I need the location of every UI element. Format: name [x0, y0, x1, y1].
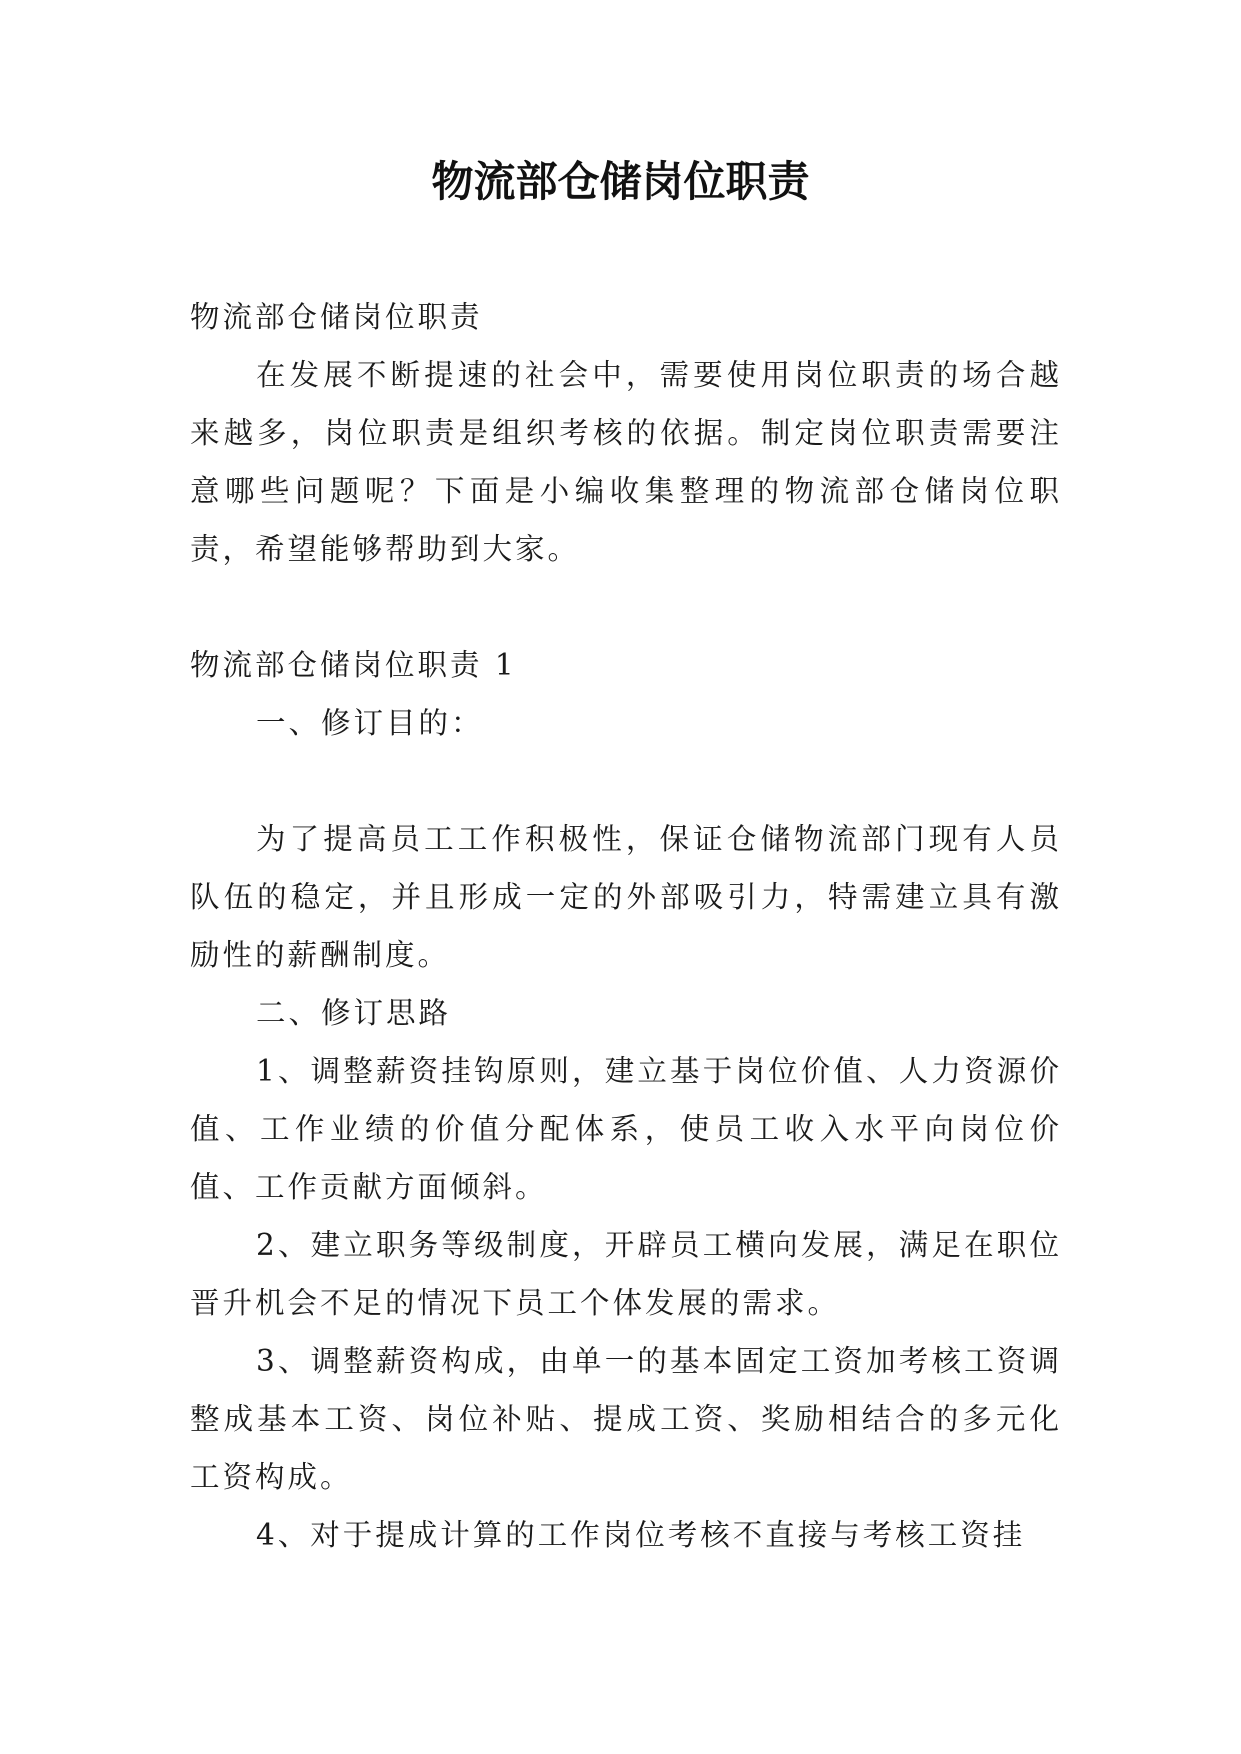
section-heading: 物流部仓储岗位职责 1 — [190, 648, 517, 682]
document-title: 物流部仓储岗位职责 — [431, 157, 810, 206]
paragraph-spacer — [190, 752, 1062, 810]
list-item: 3、调整薪资构成，由单一的基本固定工资加考核工资调整成基本工资、岗位补贴、提成工资、奖励相结合的多元化工资构成。 — [190, 1344, 1062, 1494]
list-item: 1、调整薪资挂钩原则，建立基于岗位价值、人力资源价值、工作业绩的价值分配体系，使员工收入水平向岗位价值、工作贡献方面倾斜。 — [190, 1054, 1062, 1204]
subsection-heading: 一、修订目的： — [256, 706, 484, 740]
paragraph-spacer — [190, 578, 1062, 636]
document-body — [190, 288, 1062, 1564]
intro-paragraph: 在发展不断提速的社会中，需要使用岗位职责的场合越来越多，岗位职责是组织考核的依据。制定岗位职责需要注意哪些问题呢？下面是小编收集整理的物流部仓储岗位职责，希望能够帮助到大家。 — [190, 358, 1062, 566]
list-item: 4、对于提成计算的工作岗位考核不直接与考核工资挂 — [256, 1518, 1026, 1552]
subsection-heading: 二、修订思路 — [256, 996, 452, 1030]
section-heading: 物流部仓储岗位职责 — [190, 300, 483, 334]
body-paragraph: 为了提高员工工作积极性，保证仓储物流部门现有人员队伍的稳定，并且形成一定的外部吸引力，特需建立具有激励性的薪酬制度。 — [190, 822, 1062, 972]
list-item: 2、建立职务等级制度，开辟员工横向发展，满足在职位晋升机会不足的情况下员工个体发展的需求。 — [190, 1228, 1062, 1320]
